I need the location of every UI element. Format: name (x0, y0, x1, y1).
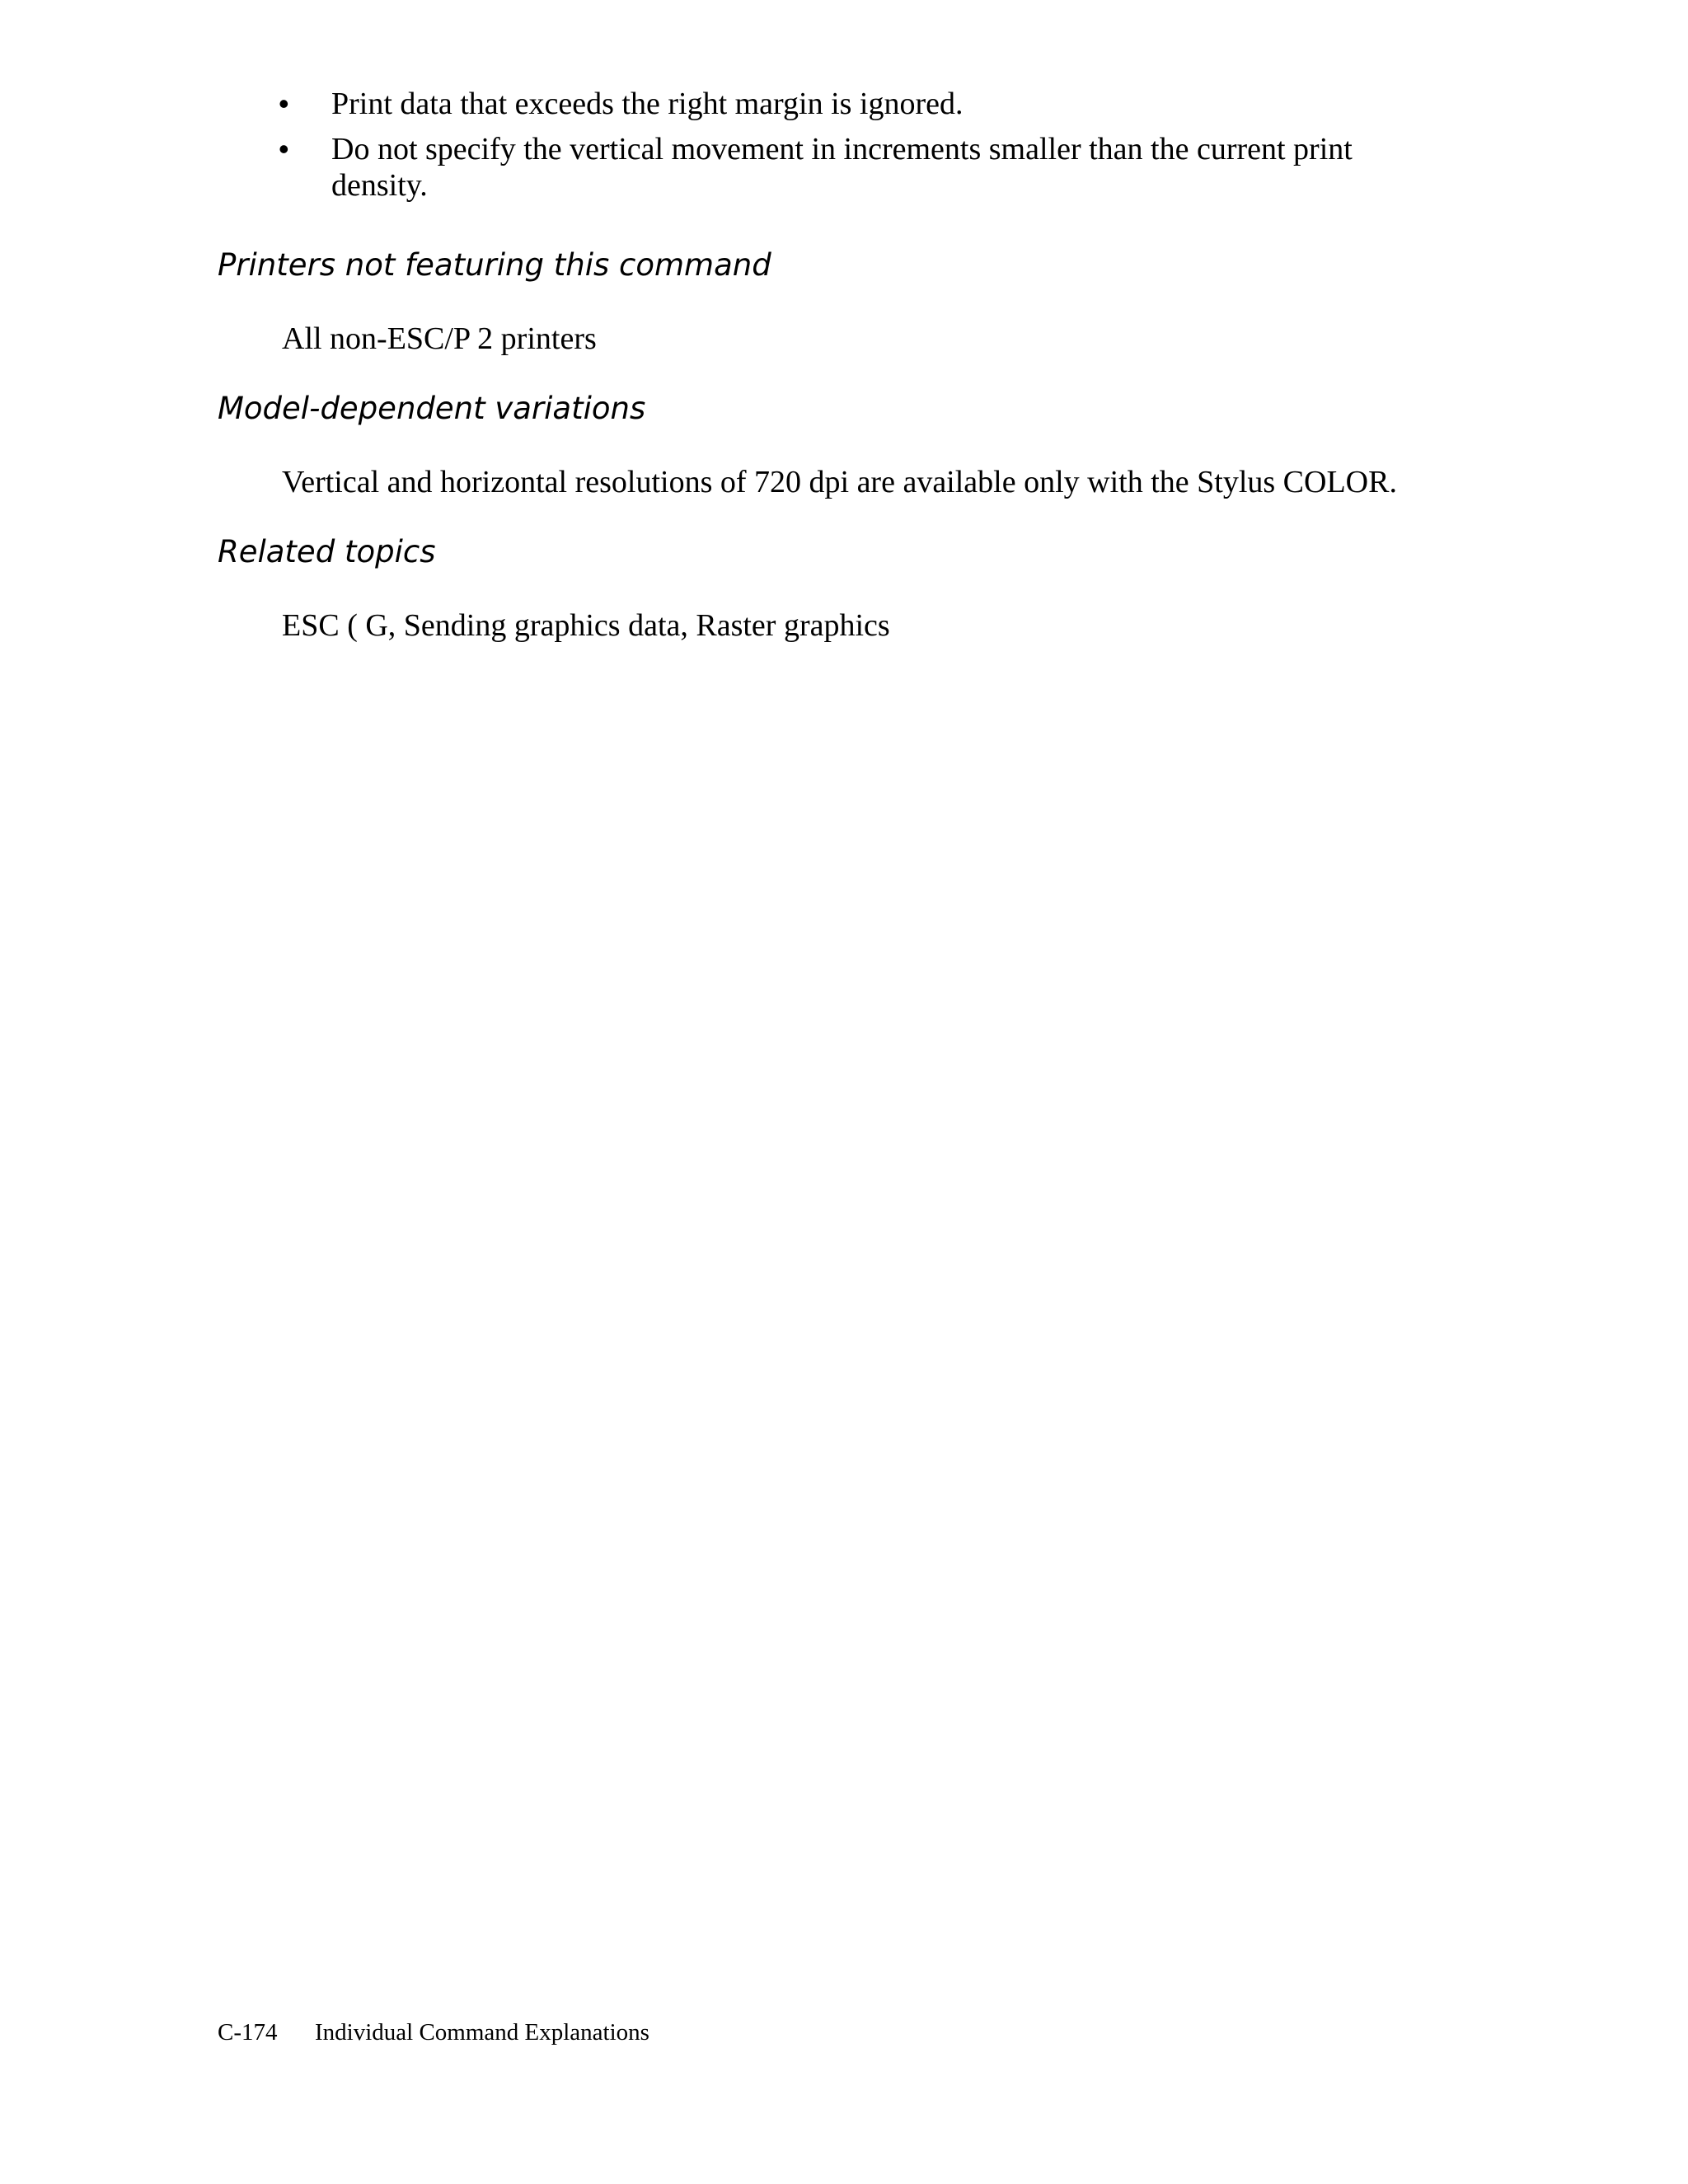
notes-list (218, 86, 1437, 213)
page-number: C-174 (218, 2019, 278, 2046)
section-body-variations: Vertical and horizontal resolutions of 720 dpi are available only with the Stylus COLOR. (282, 465, 1397, 499)
note-text: Print data that exceeds the right margin is ignored. (331, 87, 964, 121)
footer-title: Individual Command Explanations (315, 2019, 649, 2046)
section-heading-printers: Printers not featuring this command (218, 247, 771, 283)
note-item (218, 131, 1437, 204)
section-heading-related: Related topics (218, 534, 436, 569)
note-text: Do not specify the vertical movement in increments smaller than the current print density. (331, 132, 1353, 203)
bullet-icon: • (279, 87, 289, 120)
section-body-related: ESC ( G, Sending graphics data, Raster graphics (282, 608, 890, 643)
bullet-icon: • (279, 132, 289, 166)
section-body-printers: All non-ESC/P 2 printers (282, 321, 597, 356)
section-heading-variations: Model-dependent variations (218, 391, 646, 426)
note-item (218, 86, 1437, 122)
page-footer (218, 2018, 649, 2047)
